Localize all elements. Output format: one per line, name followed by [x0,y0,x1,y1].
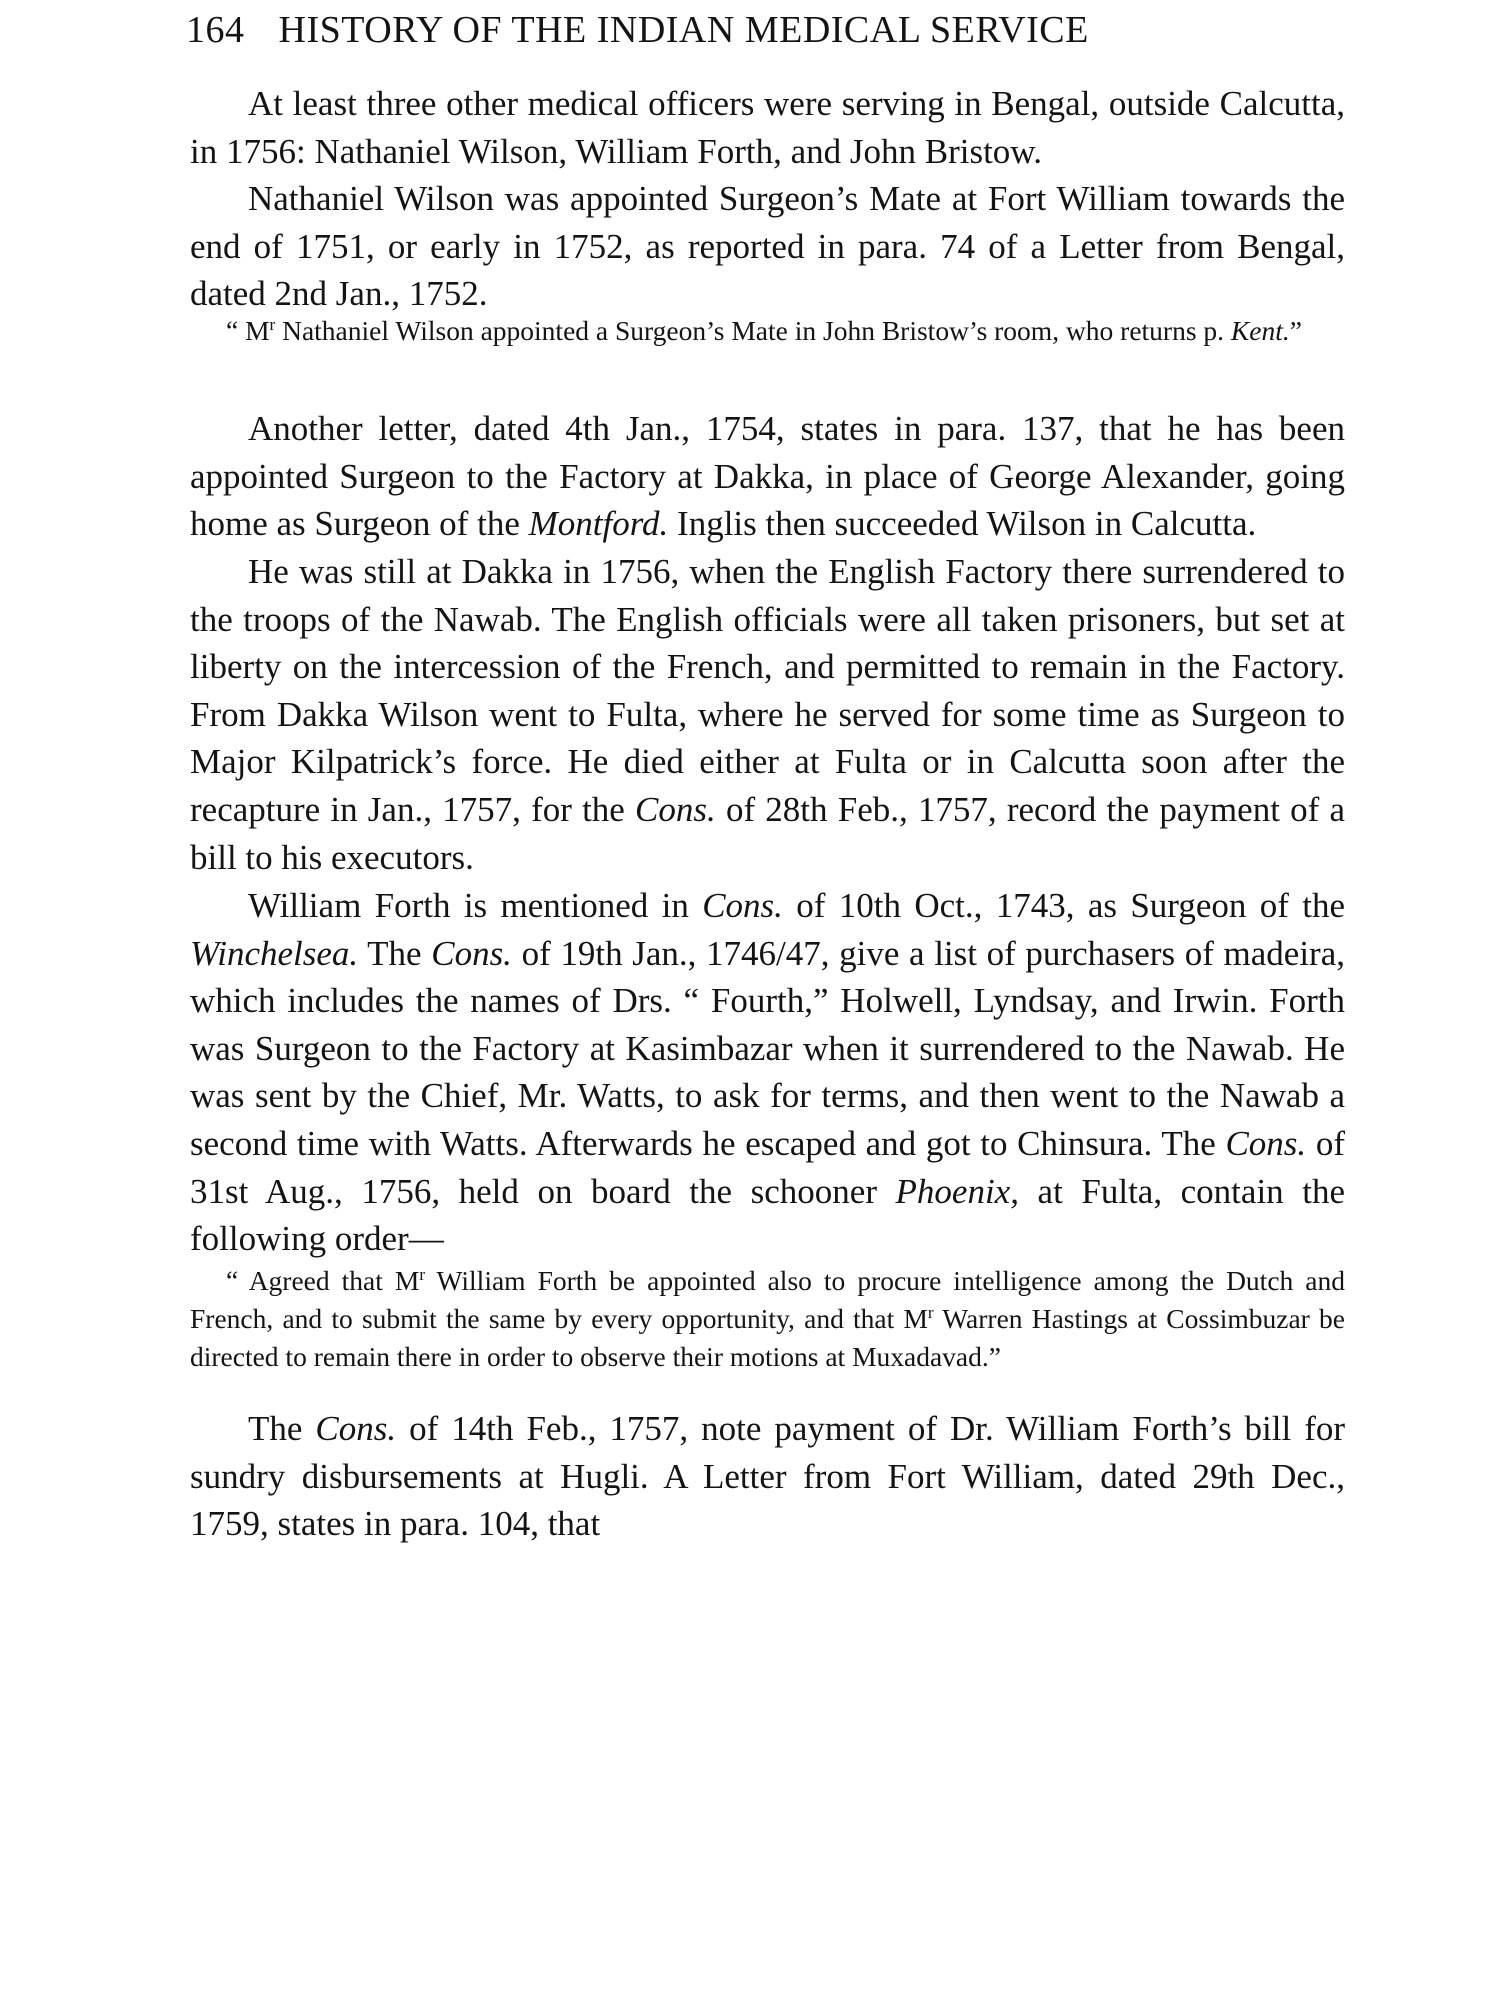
paragraph-dakka-letter: Another letter, dated 4th Jan., 1754, states in para. 137, that he has been appointed Surgeon to the Factory at Dakka, in place of George Alexander, going home as Surgeon of the Montford. Inglis then succeeded Wilson in Calcutta. [190,409,1345,544]
running-head [186,8,1346,52]
paragraph-officers: At least three other medical officers were serving in Bengal, outside Calcutta, in 1756: Nathaniel Wilson, William Forth, and John Bristow. [190,84,1345,171]
paragraph-forth: William Forth is mentioned in Cons. of 10th Oct., 1743, as Surgeon of the Winchelsea. The Cons. of 19th Jan., 1746/47, give a list of purchasers of madeira, which includes the names of Drs. “ Fourth,” Holwell, Lyndsay, and Irwin. Forth was Surgeon to the Factory at Kasimbazar when it surrendered to the Nawab. He was sent by the Chief, Mr. Watts, to ask for terms, and then went to the Nawab a second time with Watts. Afterwards he escaped and got to Chinsura. The Cons. of 31st Aug., 1756, held on board the schooner Phoenix, at Fulta, contain the following order— [190,886,1346,1259]
quote-forth-order: “ Agreed that $M^r$ William Forth be appointed also to procure intelligence among the Dutch and French, and to submit the same by every opportunity, and that $M^r$ Warren Hastings at Cossimbuzar be directed to remain there in order to observe their motions at Muxadavad.” [190,1264,1345,1372]
quote-wilson: “ $M^r$ Nathaniel Wilson appointed a Surgeon’s Mate in John Bristow’s room, who returns p. Kent.” [226,314,1302,346]
paragraph-dakka-surrender: He was still at Dakka in 1756, when the English Factory there surrendered to the troops of the Nawab. The English officials were all taken prisoners, but set at liberty on the intercession of the French, and permitted to remain in the Factory. From Dakka Wilson went to Fulta, where he served for some time as Surgeon to Major Kilpatrick’s force. He died either at Fulta or in Calcutta soon after the recapture in Jan., 1757, for the Cons. of 28th Feb., 1757, record the payment of a bill to his executors. [190,552,1345,877]
paragraph-forth-bill: The Cons. of 14th Feb., 1757, note payment of Dr. William Forth’s bill for sundry disbursements at Hugli. A Letter from Fort William, dated 29th Dec., 1759, states in para. 104, that [190,1409,1346,1544]
running-title: HISTORY OF THE INDIAN MEDICAL SERVICE [278,9,1089,51]
paragraph-wilson-appointment: Nathaniel Wilson was appointed Surgeon’s Mate at Fort William towards the end of 1751, or early in 1752, as reported in para. 74 of a Letter from Bengal, dated 2nd Jan., 1752. [190,179,1345,314]
page-number: 164 [186,9,245,51]
